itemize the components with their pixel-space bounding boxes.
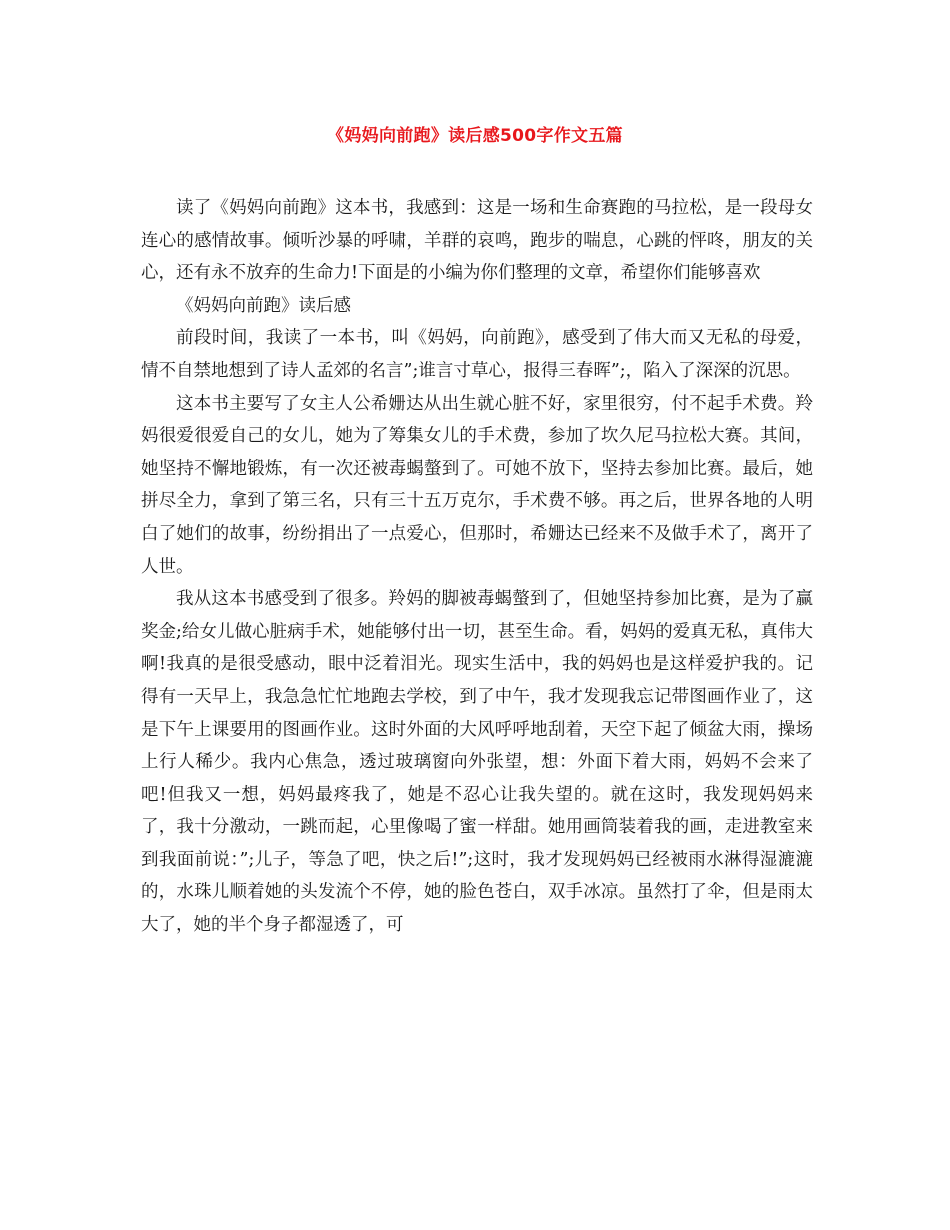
paragraph: 我从这本书感受到了很多。羚妈的脚被毒蝎螫到了，但她坚持参加比赛，是为了赢奖金;给女儿做心脏病手术，她能够付出一切，甚至生命。看，妈妈的爱真无私，真伟大啊!我真的是很受感动，眼中泛着泪光。现实生活中，我的妈妈也是这样爱护我的。记得有一天早上，我急急忙忙地跑去学校，到了中午，我才发现我忘记带图画作业了，这是下午上课要用的图画作业。这时外面的大风呼呼地刮着，天空下起了倾盆大雨，操场上行人稀少。我内心焦急，透过玻璃窗向外张望，想：外面下着大雨，妈妈不会来了吧!但我又一想，妈妈最疼我了，她是不忍心让我失望的。就在这时，我发现妈妈来了，我十分激动，一跳而起，心里像喝了蜜一样甜。她用画筒装着我的画，走进教室来到我面前说：”;儿子，等急了吧，快之后!”;这时，我才发现妈妈已经被雨水淋得湿漉漉的，水珠儿顺着她的头发流个不停，她的脸色苍白，双手冰凉。虽然打了伞，但是雨太大了，她的半个身子都湿透了，可 <box>141 589 813 936</box>
paragraph: 前段时间，我读了一本书，叫《妈妈，向前跑》，感受到了伟大而又无私的母爱，情不自禁地想到了诗人孟郊的名言”;谁言寸草心，报得三春晖”;，陷入了深深的沉思。 <box>141 328 813 381</box>
section-heading: 《妈妈向前跑》读后感 <box>176 295 351 316</box>
document-body <box>141 192 813 942</box>
paragraph-intro: 读了《妈妈向前跑》这本书，我感到：这是一场和生命赛跑的马拉松，是一段母女连心的感情故事。倾听沙暴的呼啸，羊群的哀鸣，跑步的喘息，心跳的怦咚，朋友的关心，还有永不放弃的生命力!下面是的小编为你们整理的文章，希望你们能够喜欢 <box>141 198 813 284</box>
paragraph: 这本书主要写了女主人公希姗达从出生就心脏不好，家里很穷，付不起手术费。羚妈很爱很爱自己的女儿，她为了筹集女儿的手术费，参加了坎久尼马拉松大赛。其间，她坚持不懈地锻炼，有一次还被毒蝎螫到了。可她不放下，坚持去参加比赛。最后，她拼尽全力，拿到了第三名，只有三十五万克尔，手术费不够。再之后，世界各地的人明白了她们的故事，纷纷捐出了一点爱心，但那时，希姗达已经来不及做手术了，离开了人世。 <box>141 393 813 577</box>
document-title: 《妈妈向前跑》读后感500字作文五篇 <box>327 126 623 146</box>
